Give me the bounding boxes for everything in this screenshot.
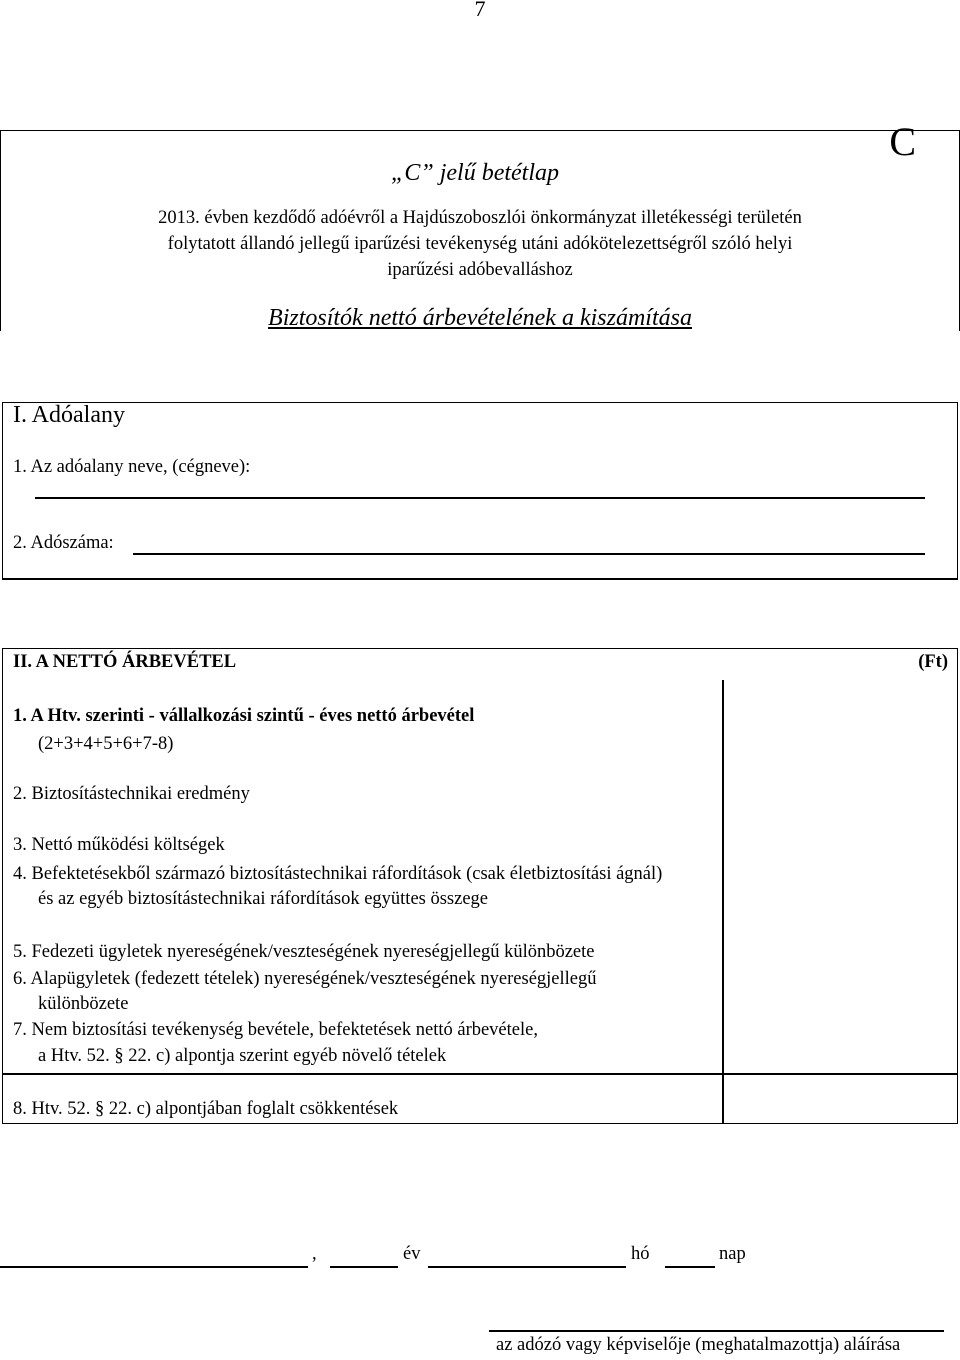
section-taxpayer-title: I. Adóalany: [13, 402, 125, 428]
month-field[interactable]: [428, 1266, 626, 1268]
section-net-revenue-title: II. A NETTÓ ÁRBEVÉTEL: [13, 652, 237, 672]
calculation-title: Biztosítók nettó árbevételének a kiszámítása: [268, 305, 692, 331]
intro-line-1: 2013. évben kezdődő adóévről a Hajdúszoboszlói önkormányzat illetékességi területén: [158, 208, 802, 228]
unit-label: (Ft): [918, 652, 948, 672]
row-3-label: 3. Nettó működési költségek: [13, 835, 225, 855]
year-field[interactable]: [330, 1266, 398, 1268]
row-8-separator: [2, 1073, 958, 1075]
row-4-label: 4. Befektetésekből származó biztosítástechnikai ráfordítások (csak életbiztosítási ágnál): [13, 864, 663, 884]
tax-number-label: 2. Adószáma:: [13, 533, 114, 553]
row-5-label: 5. Fedezeti ügyletek nyereségének/veszteségének nyereségjellegű különbözete: [13, 942, 595, 962]
row-1-formula: (2+3+4+5+6+7-8): [38, 734, 174, 754]
amount-column-divider: [722, 680, 724, 1124]
signature-caption: az adózó vagy képviselője (meghatalmazottja) aláírása: [496, 1335, 901, 1355]
year-label: év: [403, 1244, 421, 1264]
row-8-label: 8. Htv. 52. § 22. c) alpontjában foglalt csökkentések: [13, 1099, 399, 1119]
page-number: 7: [474, 0, 486, 21]
form-title: „C” jelű betétlap: [391, 160, 559, 186]
row-1-label: 1. A Htv. szerinti - vállalkozási szintű - éves nettó árbevétel: [13, 706, 475, 726]
day-field[interactable]: [665, 1266, 715, 1268]
date-comma: ,: [312, 1244, 317, 1264]
taxpayer-name-label: 1. Az adóalany neve, (cégneve):: [13, 457, 251, 477]
row-4-label-cont: és az egyéb biztosítástechnikai ráfordítások együttes összege: [38, 889, 489, 909]
place-field[interactable]: [0, 1266, 308, 1268]
month-label: hó: [631, 1244, 650, 1264]
row-2-label: 2. Biztosítástechnikai eredmény: [13, 784, 250, 804]
form-letter: C: [889, 119, 916, 164]
intro-line-3: iparűzési adóbevalláshoz: [387, 260, 573, 280]
day-label: nap: [719, 1244, 746, 1264]
row-6-label: 6. Alapügyletek (fedezett tételek) nyereségének/veszteségének nyereségjellegű: [13, 969, 597, 989]
signature-field[interactable]: [489, 1330, 944, 1332]
intro-line-2: folytatott állandó jellegű iparűzési tevékenység utáni adókötelezettségről szóló helyi: [167, 234, 793, 254]
row-7-label-cont: a Htv. 52. § 22. c) alpontja szerint egyéb növelő tételek: [38, 1046, 447, 1066]
tax-number-field[interactable]: [133, 553, 925, 555]
row-7-label: 7. Nem biztosítási tevékenység bevétele, befektetések nettó árbevétele,: [13, 1020, 538, 1040]
taxpayer-name-field[interactable]: [35, 497, 925, 499]
row-6-label-cont: különbözete: [38, 994, 129, 1014]
